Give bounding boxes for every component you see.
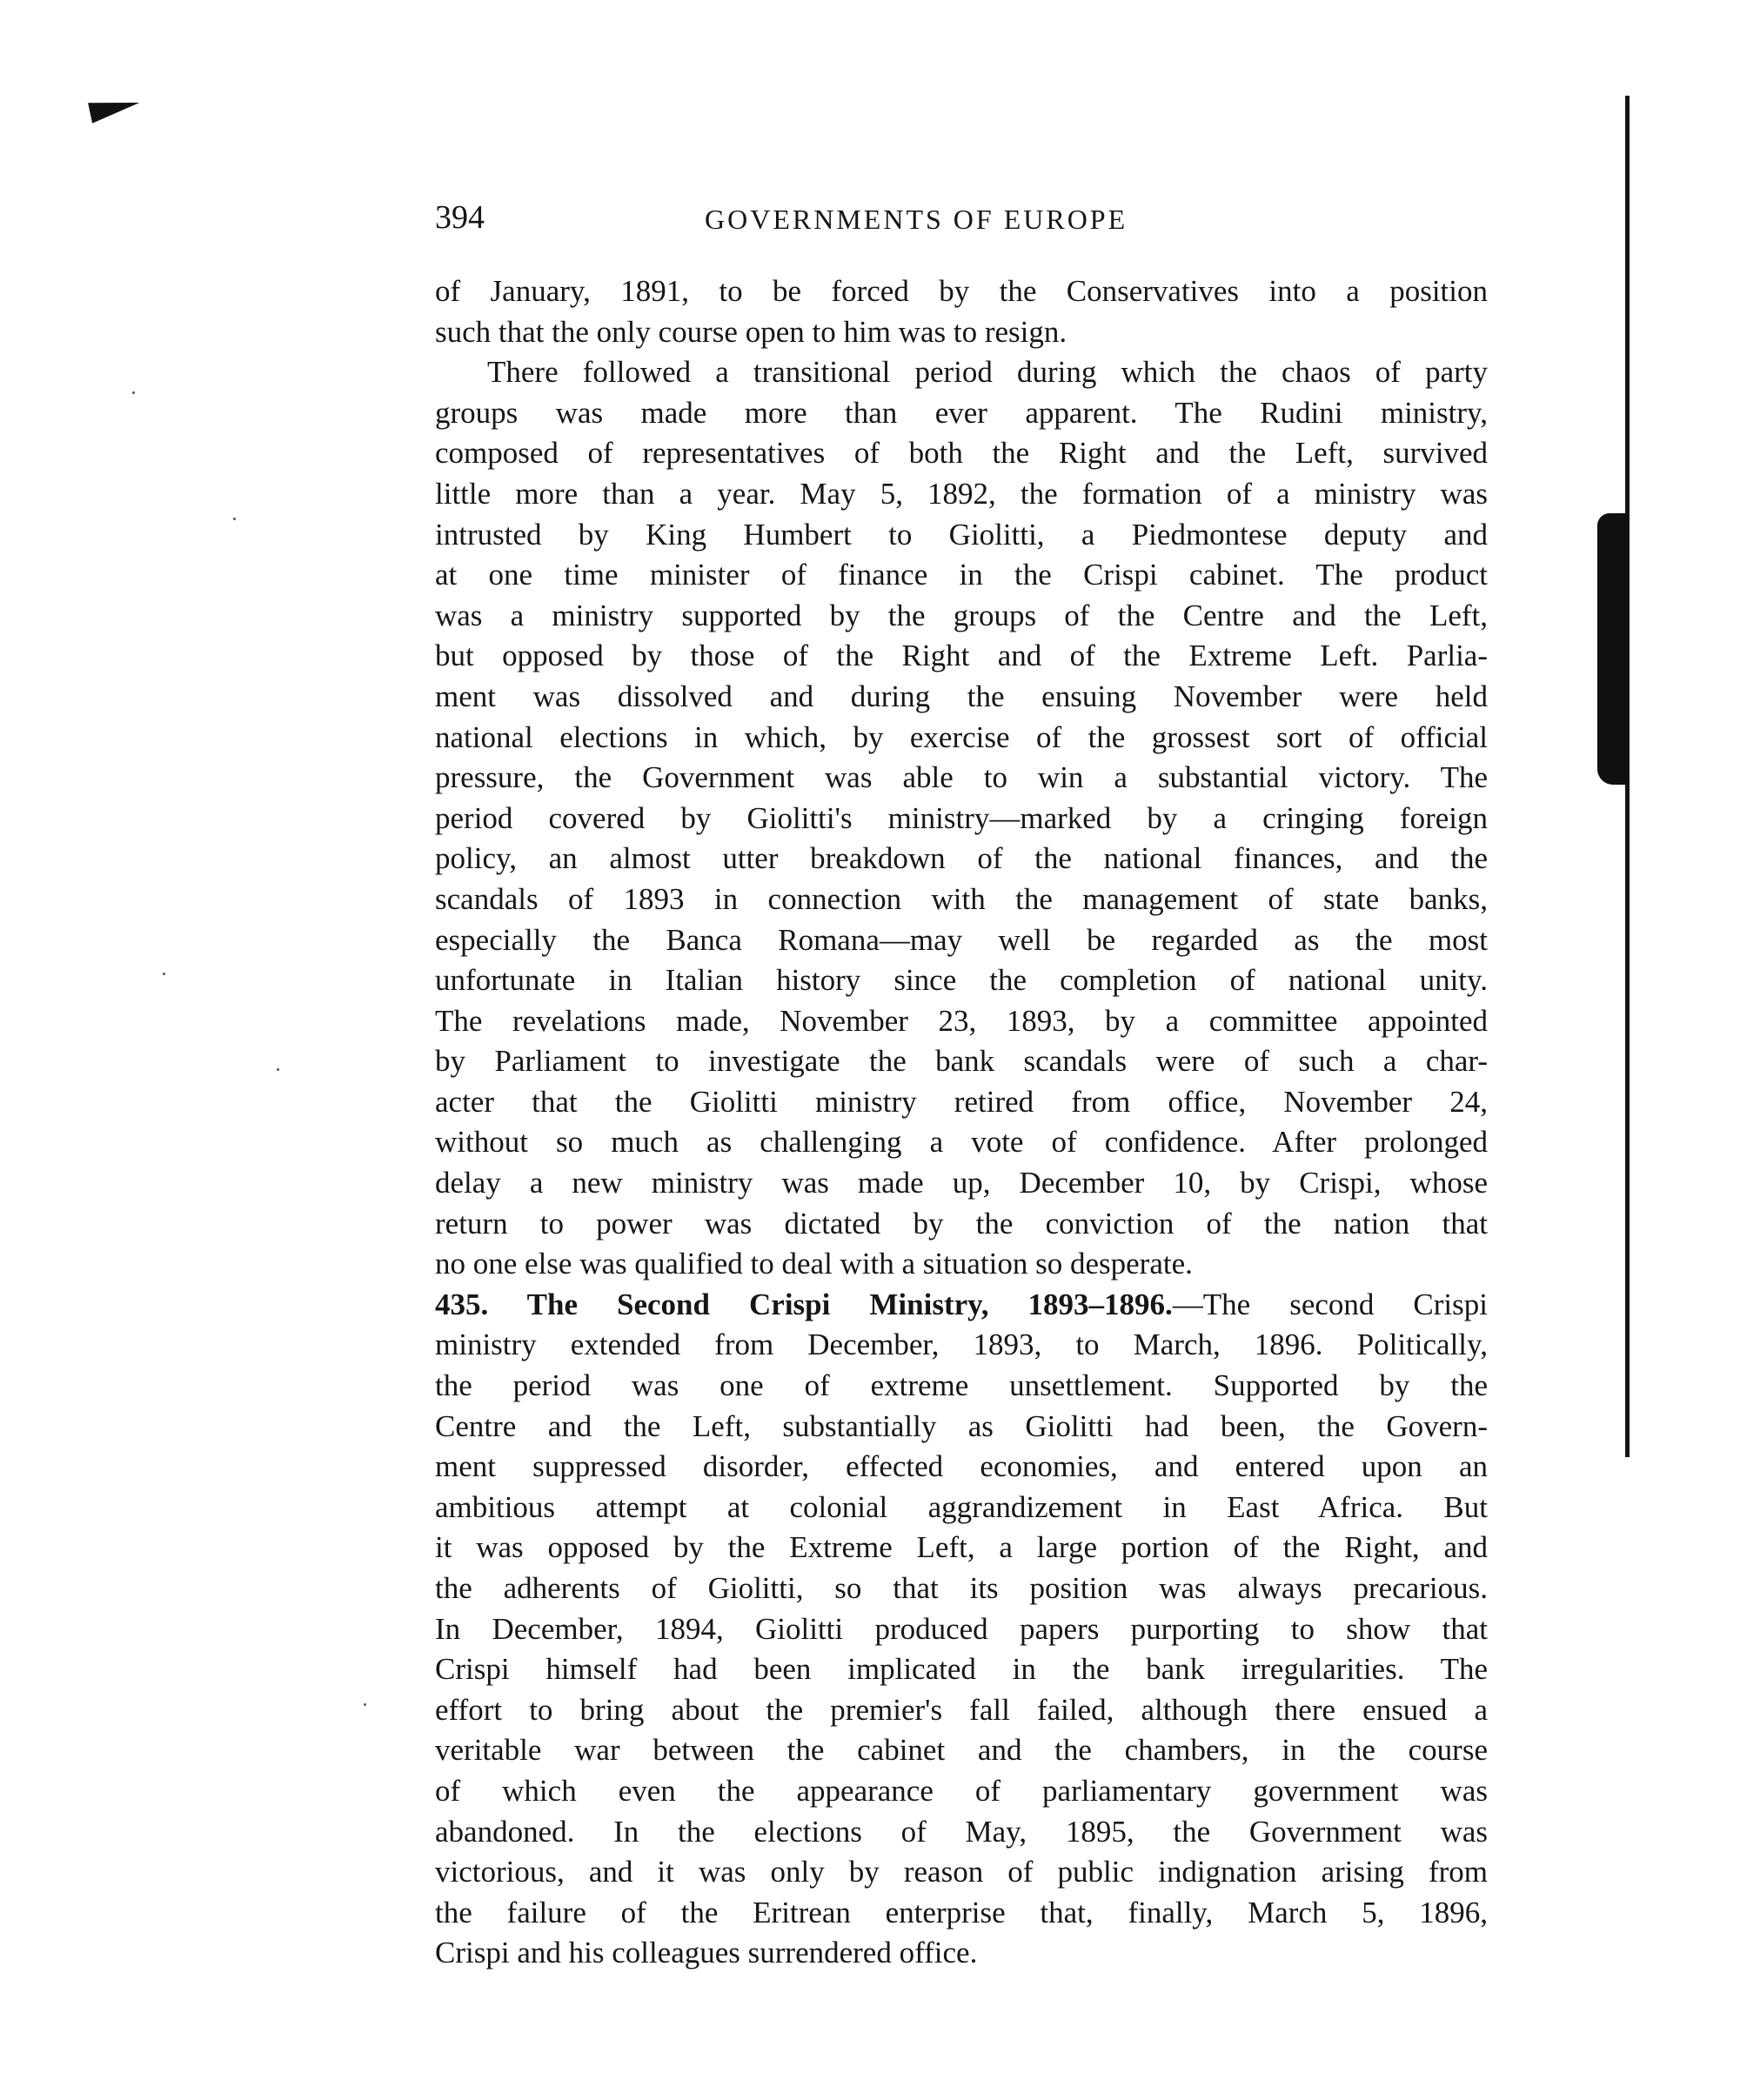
text-line: no one else was qualified to deal with a situation so desperate.	[435, 1247, 1193, 1281]
text-line: groups was made more than ever apparent. The Rudini ministry,	[435, 395, 1488, 430]
text-line: delay a new ministry was made up, December 10, by Crispi, whose	[435, 1166, 1488, 1200]
text-line: by Parliament to investigate the bank scandals were of such a char-	[435, 1044, 1488, 1079]
text-line: scandals of 1893 in connection with the management of state banks,	[435, 881, 1488, 916]
page-number: 394	[435, 199, 485, 236]
text-line: acter that the Giolitti ministry retired from office, November 24,	[435, 1084, 1488, 1119]
speck	[163, 973, 165, 975]
paragraph-start-line: There followed a transitional period during which the chaos of party	[487, 355, 1488, 390]
text-line: veritable war between the cabinet and the chambers, in the course	[435, 1733, 1488, 1768]
section-first-line	[435, 1285, 1488, 1326]
text-line: little more than a year. May 5, 1892, the formation of a ministry was	[435, 476, 1488, 511]
speck	[233, 518, 236, 520]
text-line: was a ministry supported by the groups of the Centre and the Left,	[435, 598, 1488, 632]
text-line: at one time minister of finance in the Crispi cabinet. The product	[435, 558, 1488, 592]
section-heading: 435. The Second Crispi Ministry, 1893–1896.	[435, 1287, 1173, 1321]
text-line: In December, 1894, Giolitti produced papers purporting to show that	[435, 1611, 1488, 1646]
text-line: ministry extended from December, 1893, to March, 1896. Politically,	[435, 1328, 1488, 1362]
text-line: period covered by Giolitti's ministry—marked by a cringing foreign	[435, 800, 1488, 835]
text-line: effort to bring about the premier's fall failed, although there ensued a	[435, 1692, 1488, 1727]
text-line: of January, 1891, to be forced by the Conservatives into a position	[435, 274, 1488, 308]
text-line: of which even the appearance of parliamentary government was	[435, 1773, 1488, 1808]
text-line: without so much as challenging a vote of confidence. After prolonged	[435, 1125, 1488, 1160]
text-line: ment suppressed disorder, effected economies, and entered upon an	[435, 1449, 1488, 1484]
speck	[364, 1703, 366, 1706]
margin-ink-smudge	[1597, 513, 1629, 785]
text-line: victorious, and it was only by reason of public indignation arising from	[435, 1855, 1488, 1889]
text-line: especially the Banca Romana—may well be regarded as the most	[435, 922, 1488, 957]
text-line: abandoned. In the elections of May, 1895, the Government was	[435, 1814, 1488, 1849]
speck	[277, 1068, 279, 1071]
text-line: Crispi and his colleagues surrendered office.	[435, 1936, 978, 1970]
text-line: policy, an almost utter breakdown of the national finances, and the	[435, 841, 1488, 876]
text-line: composed of representatives of both the Right and the Left, survived	[435, 436, 1488, 471]
text-line: The revelations made, November 23, 1893, by a committee appointed	[435, 1003, 1488, 1038]
body-text	[435, 271, 1488, 1974]
text-line: Centre and the Left, substantially as Giolitti had been, the Govern-	[435, 1408, 1488, 1443]
text-line: intrusted by King Humbert to Giolitti, a Piedmontese deputy and	[435, 517, 1488, 552]
running-head: GOVERNMENTS OF EUROPE	[705, 204, 1128, 235]
text-line: it was opposed by the Extreme Left, a large portion of the Right, and	[435, 1530, 1488, 1565]
text-line: unfortunate in Italian history since the completion of national unity.	[435, 963, 1488, 998]
text-line: ment was dissolved and during the ensuing November were held	[435, 679, 1488, 713]
speck	[132, 391, 135, 394]
text-line: ambitious attempt at colonial aggrandizement in East Africa. But	[435, 1489, 1488, 1524]
page-header	[435, 198, 1496, 251]
text-line: the failure of the Eritrean enterprise that, finally, March 5, 1896,	[435, 1895, 1488, 1929]
text-line: the adherents of Giolitti, so that its position was always precarious.	[435, 1571, 1488, 1605]
text-line: such that the only course open to him was to resign.	[435, 314, 1067, 349]
text-line: pressure, the Government was able to win a substantial victory. The	[435, 760, 1488, 795]
section-first-line-text: —The second Crispi	[1172, 1287, 1488, 1321]
text-line: national elections in which, by exercise of the grossest sort of official	[435, 719, 1488, 754]
text-line: the period was one of extreme unsettlement. Supported by the	[435, 1368, 1488, 1403]
text-line: Crispi himself had been implicated in the bank irregularities. The	[435, 1652, 1488, 1687]
text-line: but opposed by those of the Right and of the Extreme Left. Parlia-	[435, 639, 1488, 673]
text-line: return to power was dictated by the conviction of the nation that	[435, 1206, 1488, 1241]
corner-arrow-mark	[88, 92, 142, 124]
